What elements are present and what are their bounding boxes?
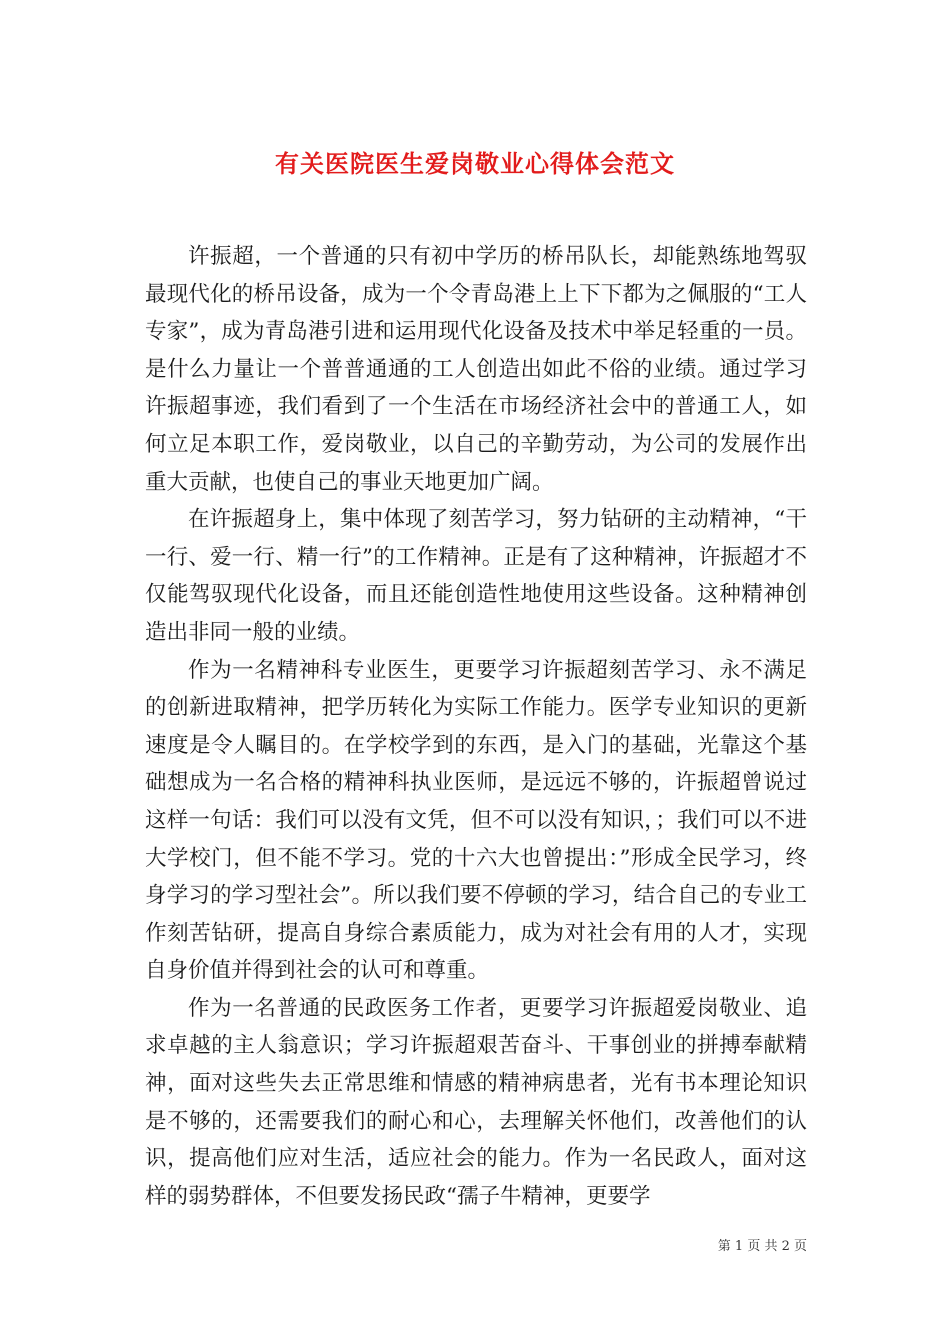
page-number-footer: 第 1 页 共 2 页 (717, 1239, 807, 1254)
paragraph-2: 在许振超身上，集中体现了刻苦学习，努力钻研的主动精神，“干一行、爱一行、精一行”的工作精神。正是有了这种精神，许振超才不仅能驾驭现代化设备，而且还能创造性地使用这些设备。这种精神创造出非同一般的业绩。 (145, 507, 807, 645)
paragraph-3: 作为一名精神科专业医生，更要学习许振超刻苦学习、永不满足的创新进取精神，把学历转化为实际工作能力。医学专业知识的更新速度是令人瞩目的。在学校学到的东西，是入门的基础，光靠这个基础想成为一名合格的精神科执业医师，是远远不够的，许振超曾说过这样一句话：我们可以没有文凭，但不可以没有知识，；我们可以不进大学校门，但不能不学习。党的十六大也曾提出：”形成全民学习，终身学习的学习型社会”。所以我们要不停顿的学习，结合自己的专业工作刻苦钻研，提高自身综合素质能力，成为对社会有用的人才，实现自身价值并得到社会的认可和尊重。 (145, 657, 807, 984)
paragraph-1: 许振超，一个普通的只有初中学历的桥吊队长，却能熟练地驾驭最现代化的桥吊设备，成为一个令青岛港上上下下都为之佩服的“工人专家”，成为青岛港引进和运用现代化设备及技术中举足轻重的一员。是什么力量让一个普普通通的工人创造出如此不俗的业绩。通过学习许振超事迹，我们看到了一个生活在市场经济社会中的普通工人，如何立足本职工作，爱岗敬业，以自己的辛勤劳动，为公司的发展作出重大贡献，也使自己的事业天地更加广阔。 (145, 244, 807, 495)
document-body (145, 238, 807, 1215)
paragraph-4: 作为一名普通的民政医务工作者，更要学习许振超爱岗敬业、追求卓越的主人翁意识；学习许振超艰苦奋斗、干事创业的拼搏奉献精神，面对这些失去正常思维和情感的精神病患者，光有书本理论知识是不够的，还需要我们的耐心和心，去理解关怀他们，改善他们的认识，提高他们应对生活，适应社会的能力。作为一名民政人，面对这样的弱势群体，不但要发扬民政“孺子牛精神，更要学 (145, 995, 807, 1209)
document-title: 有关医院医生爱岗敬业心得体会范文 (275, 149, 675, 179)
